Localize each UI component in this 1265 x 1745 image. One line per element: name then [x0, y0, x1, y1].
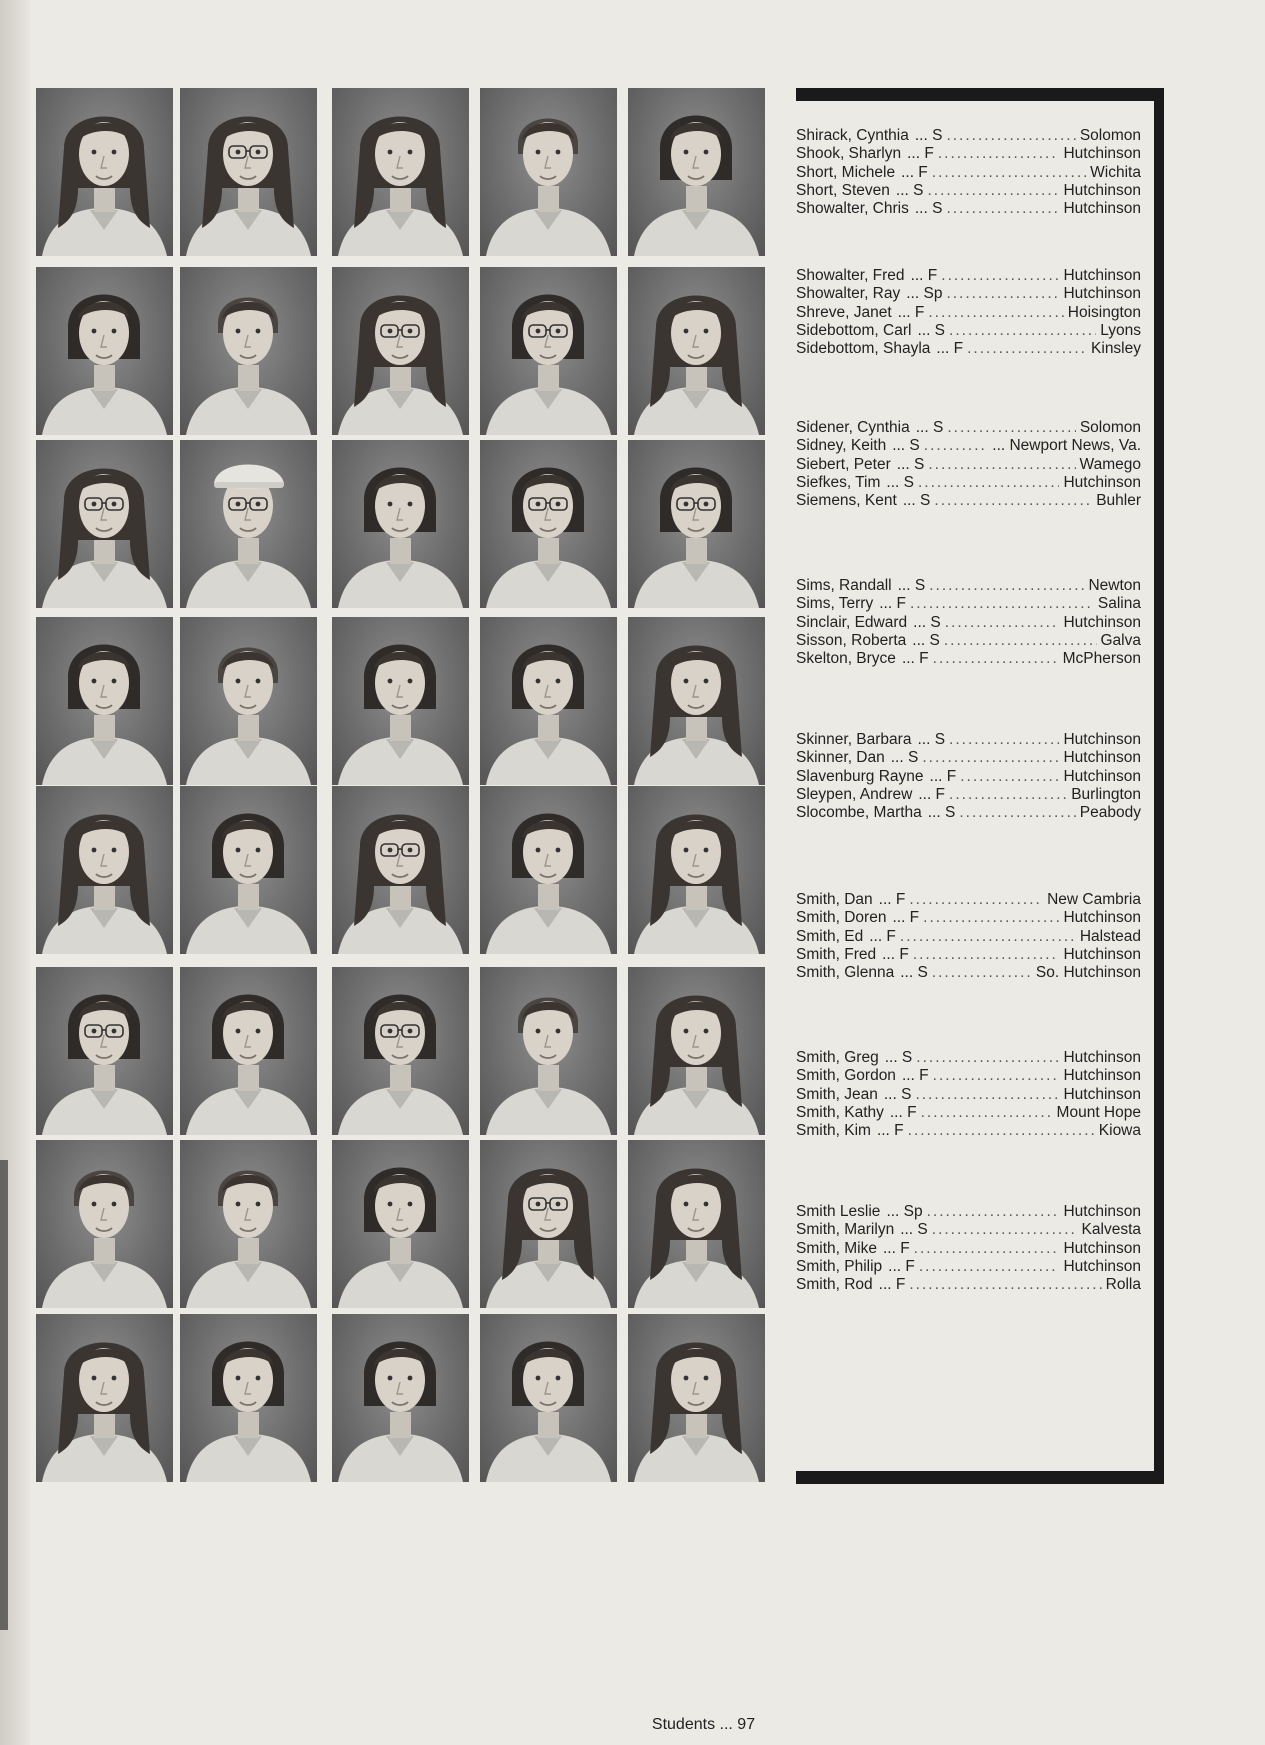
student-portrait-photo — [332, 617, 469, 785]
student-name: Sims, Terry — [796, 595, 874, 613]
student-portrait-photo — [180, 786, 317, 954]
roster-entry — [796, 1122, 1141, 1140]
class-year: ... F — [878, 1276, 906, 1294]
class-year: ... S — [897, 577, 926, 594]
hometown: Salina — [1097, 595, 1141, 613]
class-year: ... F — [901, 650, 929, 668]
hometown: Newton — [1088, 577, 1141, 594]
class-year: ... S — [917, 731, 946, 748]
roster-entry — [796, 928, 1141, 946]
leader-dots — [922, 749, 1059, 767]
hometown: Hoisington — [1067, 303, 1141, 321]
roster-entry — [796, 322, 1141, 340]
leader-dots — [913, 946, 1060, 964]
leader-dots — [928, 304, 1063, 322]
roster-entry — [796, 595, 1141, 613]
roster-entry — [796, 804, 1141, 822]
class-year: ... Sp — [886, 1203, 923, 1220]
leader-dots — [921, 1104, 1053, 1122]
hometown: Lyons — [1100, 321, 1141, 339]
leader-dots — [927, 1203, 1060, 1221]
leader-dots — [933, 650, 1059, 668]
roster-group — [796, 127, 1141, 218]
roster-entry — [796, 614, 1141, 632]
student-portrait-photo — [480, 267, 617, 435]
student-name: Showalter, Chris — [796, 200, 909, 218]
roster-entry — [796, 1240, 1141, 1258]
leader-dots — [941, 267, 1059, 285]
class-year: ... F — [936, 340, 964, 358]
leader-dots — [949, 322, 1096, 340]
class-year: ... F — [901, 163, 928, 181]
student-name: Smith, Jean — [796, 1085, 878, 1103]
student-portrait-photo — [628, 786, 765, 954]
hometown: Hutchinson — [1063, 473, 1141, 491]
leader-dots — [900, 928, 1076, 946]
hometown: Hutchinson — [1063, 145, 1141, 163]
hometown: Hutchinson — [1063, 749, 1141, 767]
hometown: Kalvesta — [1081, 1221, 1141, 1239]
class-year: ... S — [896, 455, 925, 473]
roster-entry — [796, 285, 1141, 303]
student-name: Sleypen, Andrew — [796, 785, 913, 803]
student-portrait-photo — [180, 1314, 317, 1482]
leader-dots — [946, 285, 1059, 303]
leader-dots — [946, 200, 1059, 218]
student-portrait-photo — [628, 967, 765, 1135]
leader-dots — [929, 577, 1084, 595]
class-year: ... S — [902, 492, 931, 510]
roster-entry — [796, 577, 1141, 595]
hometown: Wichita — [1090, 163, 1141, 181]
class-year: ... S — [892, 437, 920, 455]
class-year: ... S — [900, 1221, 928, 1239]
student-portrait-photo — [480, 1140, 617, 1308]
class-year: ... F — [910, 267, 938, 284]
student-name: Smith, Kathy — [796, 1103, 884, 1121]
roster-group — [796, 1049, 1141, 1140]
hometown: Wamego — [1079, 455, 1141, 473]
student-name: Slocombe, Martha — [796, 804, 922, 822]
student-portrait-photo — [332, 967, 469, 1135]
roster-entry — [796, 786, 1141, 804]
roster-group — [796, 267, 1141, 358]
roster-entry — [796, 267, 1141, 285]
student-name: Smith, Kim — [796, 1122, 871, 1140]
hometown: Hutchinson — [1063, 1239, 1141, 1257]
roster-entry — [796, 891, 1141, 909]
student-portrait-photo — [180, 1140, 317, 1308]
student-portrait-photo — [628, 267, 765, 435]
hometown: Hutchinson — [1063, 267, 1141, 284]
leader-dots — [908, 1122, 1095, 1140]
leader-dots — [932, 164, 1086, 182]
student-portrait-photo — [480, 786, 617, 954]
student-portrait-photo — [332, 1140, 469, 1308]
hometown: Solomon — [1079, 419, 1141, 436]
student-name: Siefkes, Tim — [796, 473, 881, 491]
roster-entry — [796, 304, 1141, 322]
student-portrait-photo — [628, 88, 765, 256]
hometown: Hutchinson — [1063, 1067, 1141, 1085]
leader-dots — [945, 614, 1060, 632]
student-name: Sidney, Keith — [796, 437, 887, 455]
roster-entry — [796, 946, 1141, 964]
student-name: Smith, Greg — [796, 1049, 879, 1066]
student-name: Short, Michele — [796, 163, 896, 181]
class-year: ... S — [890, 749, 919, 767]
portrait-grid — [36, 88, 776, 1484]
student-name: Siebert, Peter — [796, 455, 891, 473]
class-year: ... F — [888, 1257, 915, 1275]
hometown: Hutchinson — [1063, 1085, 1141, 1103]
student-portrait-photo — [180, 440, 317, 608]
class-year: ... S — [914, 127, 943, 144]
leader-dots — [946, 127, 1075, 145]
student-portrait-photo — [332, 88, 469, 256]
hometown: New Cambria — [1047, 891, 1141, 908]
leader-dots — [932, 1221, 1078, 1239]
leader-dots — [967, 340, 1087, 358]
student-portrait-photo — [36, 440, 173, 608]
class-year: ... S — [915, 419, 944, 436]
class-year: ... S — [917, 321, 946, 339]
student-name: Short, Steven — [796, 181, 890, 199]
student-name: Shreve, Janet — [796, 303, 892, 321]
leader-dots — [918, 474, 1059, 492]
hometown: Hutchinson — [1063, 731, 1141, 748]
leader-dots — [914, 1240, 1060, 1258]
student-portrait-photo — [480, 967, 617, 1135]
student-portrait-photo — [628, 1140, 765, 1308]
student-portrait-photo — [36, 267, 173, 435]
roster-entry — [796, 419, 1141, 437]
roster-entry — [796, 1258, 1141, 1276]
roster-entry — [796, 492, 1141, 510]
hometown: Halstead — [1079, 927, 1141, 945]
leader-dots — [934, 492, 1092, 510]
hometown: Hutchinson — [1063, 181, 1141, 199]
hometown: Hutchinson — [1063, 767, 1141, 785]
class-year: ... S — [883, 1085, 912, 1103]
student-name: Smith, Rod — [796, 1276, 873, 1294]
student-name: Skinner, Barbara — [796, 731, 912, 748]
student-portrait-photo — [36, 617, 173, 785]
roster-entry — [796, 340, 1141, 358]
hometown: Solomon — [1079, 127, 1141, 144]
roster-entry — [796, 1276, 1141, 1294]
roster-entry — [796, 964, 1141, 982]
roster-entry — [796, 632, 1141, 650]
hometown: Hutchinson — [1063, 945, 1141, 963]
leader-dots — [959, 804, 1075, 822]
class-year: ... F — [879, 595, 906, 613]
student-name: Sidebottom, Carl — [796, 321, 912, 339]
student-roster-panel — [796, 88, 1164, 1484]
class-year: ... F — [878, 891, 906, 908]
class-year: ... F — [929, 767, 957, 785]
leader-dots — [947, 419, 1075, 437]
student-portrait-photo — [480, 440, 617, 608]
roster-entry — [796, 437, 1141, 455]
class-year: ... S — [927, 804, 956, 822]
student-portrait-photo — [332, 267, 469, 435]
class-year: ... F — [869, 927, 896, 945]
class-year: ... S — [912, 631, 940, 649]
leader-dots — [909, 1276, 1101, 1294]
hometown: ... Newport News, Va. — [992, 437, 1141, 455]
leader-dots — [924, 437, 989, 455]
hometown: Galva — [1100, 631, 1141, 649]
student-name: Sinclair, Edward — [796, 613, 908, 631]
hometown: Hutchinson — [1063, 1257, 1141, 1275]
leader-dots — [932, 964, 1032, 982]
roster-group — [796, 577, 1141, 668]
student-portrait-photo — [36, 1314, 173, 1482]
student-name: Sims, Randall — [796, 577, 892, 594]
roster-entry — [796, 731, 1141, 749]
student-portrait-photo — [180, 267, 317, 435]
roster-entry — [796, 182, 1141, 200]
class-year: ... S — [914, 200, 943, 218]
roster-group — [796, 1203, 1141, 1294]
roster-entry — [796, 164, 1141, 182]
leader-dots — [944, 632, 1097, 650]
student-name: Sidebottom, Shayla — [796, 340, 931, 358]
student-portrait-photo — [36, 967, 173, 1135]
hometown: Hutchinson — [1063, 1203, 1141, 1220]
student-name: Shirack, Cynthia — [796, 127, 909, 144]
page-footer — [0, 1716, 1265, 1734]
leader-dots — [910, 595, 1094, 613]
leader-dots — [949, 731, 1059, 749]
class-year: ... F — [918, 785, 946, 803]
hometown: Hutchinson — [1063, 200, 1141, 218]
hometown: Peabody — [1079, 804, 1141, 822]
hometown: Kiowa — [1098, 1122, 1141, 1140]
student-name: Slavenburg Rayne — [796, 767, 924, 785]
roster-entry — [796, 1221, 1141, 1239]
hometown: Rolla — [1105, 1276, 1141, 1294]
class-year: ... F — [901, 1067, 929, 1085]
roster-entry — [796, 200, 1141, 218]
class-year: ... S — [886, 473, 914, 491]
leader-dots — [919, 1258, 1060, 1276]
student-portrait-photo — [332, 440, 469, 608]
leader-dots — [938, 145, 1060, 163]
class-year: ... F — [889, 1103, 917, 1121]
student-portrait-photo — [36, 786, 173, 954]
roster-entry — [796, 127, 1141, 145]
class-year: ... F — [907, 145, 934, 163]
student-portrait-photo — [628, 440, 765, 608]
leader-dots — [960, 768, 1059, 786]
student-name: Smith Leslie — [796, 1203, 881, 1220]
student-portrait-photo — [332, 1314, 469, 1482]
page-footer-label: Students ... 97 — [651, 1716, 756, 1733]
roster-entry — [796, 768, 1141, 786]
leader-dots — [928, 182, 1060, 200]
hometown: Kinsley — [1091, 340, 1141, 358]
student-name: Smith, Mike — [796, 1239, 877, 1257]
student-portrait-photo — [480, 1314, 617, 1482]
student-name: Shook, Sharlyn — [796, 145, 902, 163]
leader-dots — [923, 909, 1059, 927]
leader-dots — [949, 786, 1067, 804]
roster-entry — [796, 145, 1141, 163]
leader-dots — [915, 1086, 1059, 1104]
student-name: Smith, Doren — [796, 909, 887, 927]
student-portrait-photo — [180, 617, 317, 785]
roster-entry — [796, 474, 1141, 492]
roster-entry — [796, 909, 1141, 927]
student-portrait-photo — [180, 967, 317, 1135]
leader-dots — [909, 891, 1043, 909]
book-spine-edge — [0, 1160, 8, 1630]
hometown: Mount Hope — [1056, 1103, 1141, 1121]
roster-entry — [796, 1086, 1141, 1104]
hometown: Hutchinson — [1063, 613, 1141, 631]
student-portrait-photo — [480, 617, 617, 785]
hometown: Hutchinson — [1063, 1049, 1141, 1066]
hometown: McPherson — [1062, 650, 1141, 668]
class-year: ... F — [876, 1122, 904, 1140]
roster-group — [796, 419, 1141, 510]
roster-entry — [796, 1203, 1141, 1221]
class-year: ... F — [892, 909, 920, 927]
student-name: Skinner, Dan — [796, 749, 885, 767]
class-year: ... S — [895, 181, 924, 199]
student-name: Sidener, Cynthia — [796, 419, 910, 436]
student-name: Smith, Gordon — [796, 1067, 896, 1085]
roster-entry — [796, 1049, 1141, 1067]
class-year: ... F — [897, 303, 925, 321]
student-portrait-photo — [332, 786, 469, 954]
class-year: ... S — [913, 613, 941, 631]
roster-entry — [796, 456, 1141, 474]
hometown: So. Hutchinson — [1035, 964, 1141, 982]
roster-entry — [796, 749, 1141, 767]
class-year: ... S — [900, 964, 928, 982]
student-name: Skelton, Bryce — [796, 650, 896, 668]
student-name: Showalter, Ray — [796, 285, 901, 303]
student-portrait-photo — [628, 1314, 765, 1482]
student-name: Siemens, Kent — [796, 492, 897, 510]
student-portrait-photo — [180, 88, 317, 256]
student-portrait-photo — [36, 88, 173, 256]
roster-group — [796, 731, 1141, 822]
student-name: Smith, Fred — [796, 945, 877, 963]
roster-group — [796, 891, 1141, 982]
student-name: Smith, Philip — [796, 1257, 883, 1275]
class-year: ... Sp — [906, 285, 943, 303]
leader-dots — [933, 1067, 1060, 1085]
student-name: Smith, Ed — [796, 927, 864, 945]
student-name: Smith, Marilyn — [796, 1221, 895, 1239]
roster-entry — [796, 1067, 1141, 1085]
student-name: Showalter, Fred — [796, 267, 905, 284]
hometown: Buhler — [1096, 492, 1141, 510]
roster-entry — [796, 650, 1141, 668]
student-name: Smith, Dan — [796, 891, 873, 908]
hometown: Hutchinson — [1063, 285, 1141, 303]
hometown: Hutchinson — [1063, 909, 1141, 927]
leader-dots — [916, 1049, 1059, 1067]
student-portrait-photo — [628, 617, 765, 785]
student-portrait-photo — [480, 88, 617, 256]
student-portrait-photo — [36, 1140, 173, 1308]
class-year: ... F — [882, 1239, 910, 1257]
leader-dots — [928, 456, 1075, 474]
student-name: Smith, Glenna — [796, 964, 895, 982]
class-year: ... S — [884, 1049, 913, 1066]
class-year: ... F — [882, 945, 909, 963]
roster-entry — [796, 1104, 1141, 1122]
student-name: Sisson, Roberta — [796, 631, 907, 649]
hometown: Burlington — [1071, 785, 1141, 803]
